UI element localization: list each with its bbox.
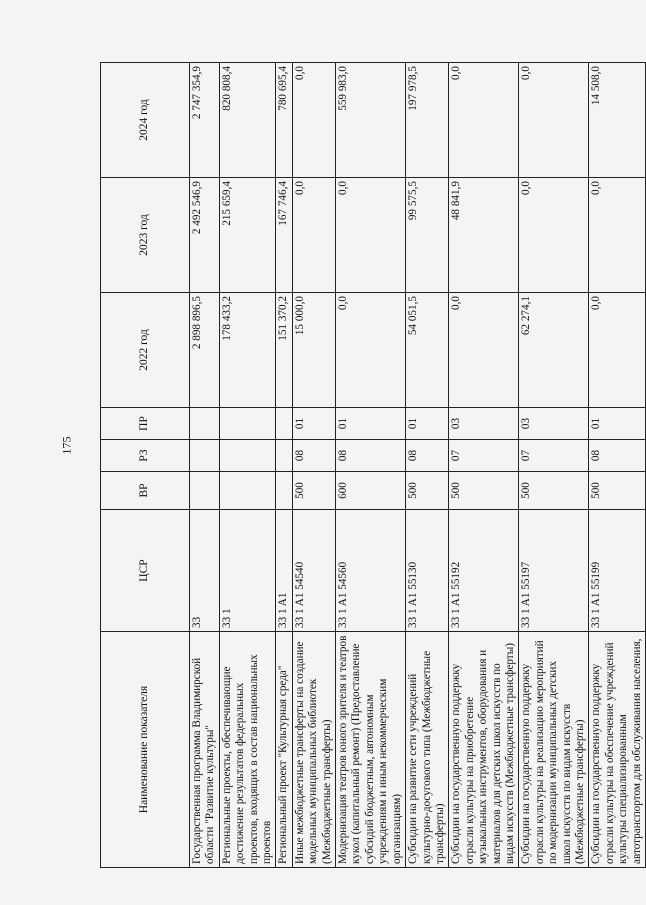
row-vr: 500 — [519, 472, 589, 510]
row-vr: 500 — [406, 472, 449, 510]
table-row — [190, 63, 220, 868]
row-rz: 08 — [292, 440, 335, 472]
row-name: Региональные проекты, обеспечивающие достижение результатов федеральных проектов, входящих в состав национальных проектов — [219, 632, 276, 868]
row-rz: 08 — [406, 440, 449, 472]
header-csr: ЦСР — [101, 510, 190, 632]
row-rz — [219, 440, 276, 472]
row-2022: 151 370,2 — [276, 293, 292, 408]
row-2024: 559 983,0 — [336, 63, 406, 178]
header-2024: 2024 год — [101, 63, 190, 178]
row-2022: 0,0 — [449, 293, 519, 408]
row-vr: 500 — [449, 472, 519, 510]
row-csr: 33 1 A1 — [276, 510, 292, 632]
row-pr: 01 — [336, 408, 406, 440]
row-2024: 2 747 354,9 — [190, 63, 220, 178]
row-vr — [219, 472, 276, 510]
row-2024: 14 508,0 — [589, 63, 646, 178]
row-2024: 0,0 — [519, 63, 589, 178]
row-csr: 33 1 A1 54540 — [292, 510, 335, 632]
row-csr: 33 1 — [219, 510, 276, 632]
header-rz: РЗ — [101, 440, 190, 472]
row-name: Субсидии на государственную поддержку отрасли культуры на приобретение музыкальных инструментов, оборудования и материалов для детских школ искусств по видам искусств (Межбюджетные трансферты) — [449, 632, 519, 868]
table-row — [589, 63, 646, 868]
page-number: 175 — [59, 436, 74, 455]
row-rz — [276, 440, 292, 472]
row-2022: 178 433,2 — [219, 293, 276, 408]
header-vr: ВР — [101, 472, 190, 510]
table-row — [406, 63, 449, 868]
row-name: Субсидии на государственную поддержку отрасли культуры на реализацию мероприятий по модернизации муниципальных детских школ искусств по видам искусств (Межбюджетные трансферты) — [519, 632, 589, 868]
row-name: Субсидии на государственную поддержку отрасли культуры на обеспечение учреждений культуры специализированным автотранспортом для обслуживания населения, — [589, 632, 646, 868]
header-name: Наименование показателя — [101, 632, 190, 868]
row-2022: 2 898 896,5 — [190, 293, 220, 408]
row-2023: 0,0 — [589, 178, 646, 293]
row-pr — [190, 408, 220, 440]
row-pr: 01 — [406, 408, 449, 440]
row-pr: 03 — [449, 408, 519, 440]
header-row — [101, 63, 190, 868]
row-2024: 197 978,5 — [406, 63, 449, 178]
row-pr: 01 — [589, 408, 646, 440]
row-name: Региональный проект "Культурная среда" — [276, 632, 292, 868]
row-name: Субсидии на развитие сети учреждений культурно-досугового типа (Межбюджетные трансферты) — [406, 632, 449, 868]
row-2022: 62 274,1 — [519, 293, 589, 408]
row-name: Государственная программа Владимирской области "Развитие культуры" — [190, 632, 220, 868]
row-rz — [190, 440, 220, 472]
row-2024: 0,0 — [292, 63, 335, 178]
row-rz: 08 — [589, 440, 646, 472]
row-2023: 48 841,9 — [449, 178, 519, 293]
row-2023: 0,0 — [336, 178, 406, 293]
row-rz: 07 — [449, 440, 519, 472]
row-csr: 33 1 A1 55192 — [449, 510, 519, 632]
row-2023: 0,0 — [292, 178, 335, 293]
row-2024: 0,0 — [449, 63, 519, 178]
row-name: Модернизация театров юного зрителя и театров кукол (капитальный ремонт) (Предоставление субсидий бюджетным, автономным учреждениям и иным некоммерческим организациям) — [336, 632, 406, 868]
table-row — [276, 63, 292, 868]
header-2022: 2022 год — [101, 293, 190, 408]
header-2023: 2023 год — [101, 178, 190, 293]
row-csr: 33 1 A1 55197 — [519, 510, 589, 632]
row-2022: 0,0 — [336, 293, 406, 408]
header-pr: ПР — [101, 408, 190, 440]
row-csr: 33 1 A1 55199 — [589, 510, 646, 632]
row-2022: 0,0 — [589, 293, 646, 408]
row-rz: 07 — [519, 440, 589, 472]
row-2022: 54 051,5 — [406, 293, 449, 408]
row-2023: 167 746,4 — [276, 178, 292, 293]
table-row — [519, 63, 589, 868]
row-2023: 215 659,4 — [219, 178, 276, 293]
row-2023: 99 575,5 — [406, 178, 449, 293]
row-csr: 33 1 A1 55130 — [406, 510, 449, 632]
row-vr: 600 — [336, 472, 406, 510]
row-pr — [276, 408, 292, 440]
row-pr: 03 — [519, 408, 589, 440]
row-vr: 500 — [292, 472, 335, 510]
row-2023: 0,0 — [519, 178, 589, 293]
row-csr: 33 — [190, 510, 220, 632]
row-2023: 2 492 546,9 — [190, 178, 220, 293]
row-2024: 820 808,4 — [219, 63, 276, 178]
row-vr — [190, 472, 220, 510]
budget-table — [100, 62, 646, 868]
table-row — [449, 63, 519, 868]
row-csr: 33 1 A1 54560 — [336, 510, 406, 632]
row-vr — [276, 472, 292, 510]
row-rz: 08 — [336, 440, 406, 472]
row-2022: 15 000,0 — [292, 293, 335, 408]
table-row — [292, 63, 335, 868]
table-row — [219, 63, 276, 868]
table-row — [336, 63, 406, 868]
row-2024: 780 695,4 — [276, 63, 292, 178]
row-vr: 500 — [589, 472, 646, 510]
row-pr: 01 — [292, 408, 335, 440]
table-body — [190, 63, 646, 868]
row-name: Иные межбюджетные трансферты на создание модельных муниципальных библиотек (Межбюджетные трансферты) — [292, 632, 335, 868]
row-pr — [219, 408, 276, 440]
rotated-page — [100, 63, 643, 868]
